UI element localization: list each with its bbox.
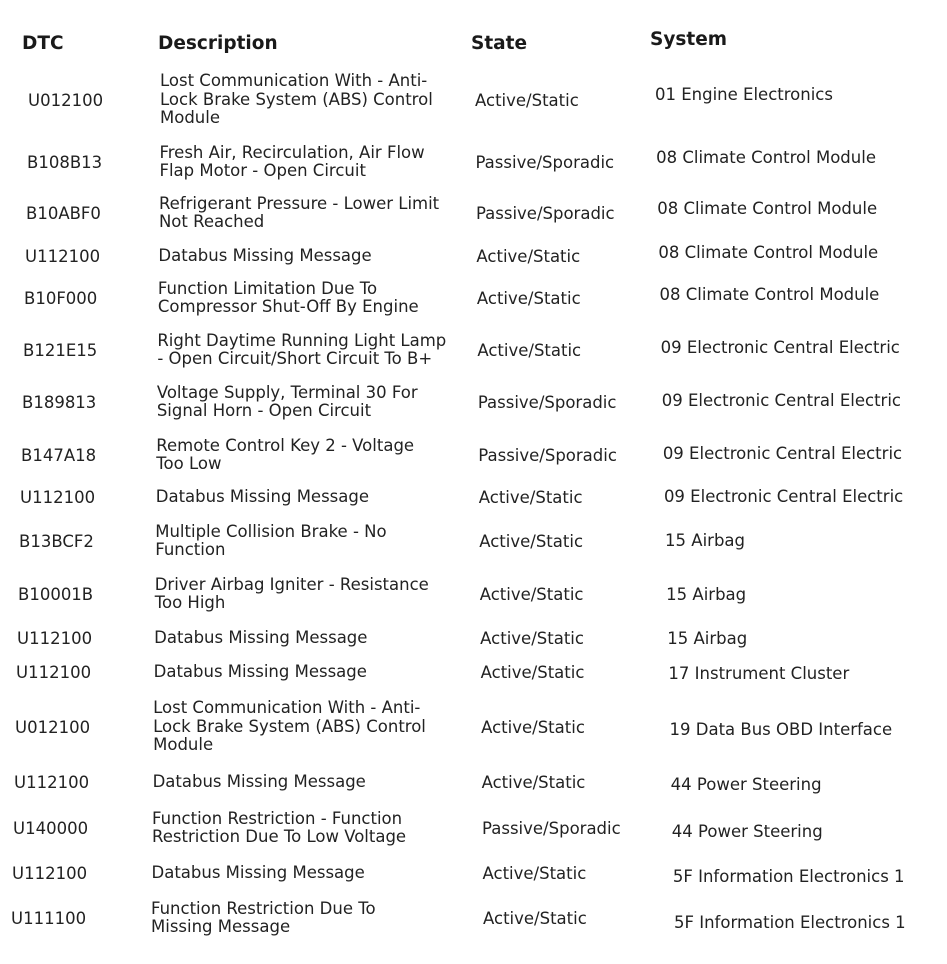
row-dtc-code: B10ABF0: [26, 203, 101, 223]
row-description: Lost Communication With - Anti- Lock Brake System (ABS) Control Module: [160, 71, 433, 128]
row-state: Active/Static: [479, 531, 584, 551]
row-description: Function Restriction - Function Restriction Due To Low Voltage: [152, 808, 407, 846]
row-dtc-code: B147A18: [21, 445, 97, 465]
row-state: Active/Static: [478, 487, 583, 507]
row-state: Active/Static: [476, 246, 581, 266]
row-system: 08 Climate Control Module: [658, 242, 879, 262]
row-dtc-code: U112100: [25, 246, 101, 266]
row-system: 08 Climate Control Module: [659, 284, 880, 304]
row-system: 5F Information Electronics 1: [674, 912, 906, 932]
row-system: 09 Electronic Central Electric: [663, 486, 904, 506]
row-description: Function Limitation Due To Compressor Shut-Off By Engine: [157, 278, 419, 316]
row-system: 5F Information Electronics 1: [672, 866, 905, 886]
row-state: Passive/Sporadic: [478, 445, 617, 465]
row-system: 01 Engine Electronics: [655, 84, 833, 104]
row-system: 15 Airbag: [665, 530, 746, 550]
row-description: Multiple Collision Brake - No Function: [155, 521, 387, 559]
row-description: Lost Communication With - Anti- Lock Brake System (ABS) Control Module: [153, 698, 426, 755]
row-state: Active/Static: [480, 628, 584, 648]
header-system: System: [650, 29, 728, 50]
row-system: 08 Climate Control Module: [656, 147, 876, 167]
row-description: Refrigerant Pressure - Lower Limit Not Reached: [158, 193, 440, 231]
row-state: Active/Static: [479, 584, 584, 604]
row-description: Right Daytime Running Light Lamp - Open Circuit/Short Circuit To B+: [157, 330, 447, 368]
row-description: Databus Missing Message: [155, 486, 370, 506]
row-state: Passive/Sporadic: [475, 152, 615, 172]
row-dtc-code: U112100: [12, 863, 88, 883]
row-dtc-code: B108B13: [27, 152, 103, 172]
row-system: 44 Power Steering: [670, 774, 822, 794]
row-state: Passive/Sporadic: [477, 392, 617, 412]
row-dtc-code: B13BCF2: [19, 531, 94, 551]
row-dtc-code: B121E15: [23, 340, 98, 360]
row-system: 44 Power Steering: [671, 821, 823, 841]
row-dtc-code: U112100: [14, 772, 90, 792]
row-dtc-code: U112100: [16, 662, 92, 682]
row-dtc-code: B10001B: [18, 584, 94, 604]
row-system: 09 Electronic Central Electric: [660, 337, 900, 357]
row-dtc-code: U012100: [15, 717, 91, 737]
row-system: 15 Airbag: [666, 584, 747, 604]
row-description: Databus Missing Message: [158, 245, 372, 265]
row-description: Function Restriction Due To Missing Message: [151, 898, 376, 936]
row-state: Active/Static: [483, 908, 587, 928]
row-state: Active/Static: [476, 288, 581, 308]
row-dtc-code: U111100: [11, 908, 87, 928]
row-dtc-code: U012100: [28, 90, 104, 110]
row-dtc-code: B10F000: [24, 288, 98, 308]
row-state: Passive/Sporadic: [482, 818, 621, 838]
row-description: Voltage Supply, Terminal 30 For Signal Horn - Open Circuit: [156, 382, 418, 420]
row-system: 08 Climate Control Module: [657, 198, 878, 218]
row-state: Active/Static: [481, 772, 586, 792]
row-description: Driver Airbag Igniter - Resistance Too High: [154, 574, 429, 612]
header-dtc: DTC: [22, 33, 64, 54]
header-state: State: [471, 33, 528, 54]
row-description: Databus Missing Message: [153, 661, 367, 681]
row-dtc-code: U112100: [17, 628, 93, 648]
row-dtc-code: U112100: [20, 487, 96, 507]
row-system: 17 Instrument Cluster: [668, 663, 850, 683]
row-state: Active/Static: [480, 662, 585, 682]
row-dtc-code: U140000: [13, 818, 89, 838]
header-description: Description: [158, 33, 278, 54]
row-state: Active/Static: [482, 863, 587, 883]
row-system: 19 Data Bus OBD Interface: [669, 719, 893, 739]
row-state: Active/Static: [475, 90, 579, 110]
row-system: 15 Airbag: [667, 628, 748, 648]
row-dtc-code: B189813: [22, 392, 97, 412]
row-description: Fresh Air, Recirculation, Air Flow Flap Motor - Open Circuit: [159, 142, 425, 180]
row-state: Active/Static: [477, 340, 582, 360]
row-description: Databus Missing Message: [151, 862, 365, 882]
row-state: Active/Static: [481, 717, 585, 737]
row-system: 09 Electronic Central Electric: [661, 390, 901, 410]
row-description: Remote Control Key 2 - Voltage Too Low: [156, 435, 415, 473]
row-system: 09 Electronic Central Electric: [662, 443, 903, 463]
row-description: Databus Missing Message: [154, 627, 368, 647]
row-description: Databus Missing Message: [152, 771, 366, 791]
row-state: Passive/Sporadic: [475, 203, 615, 223]
